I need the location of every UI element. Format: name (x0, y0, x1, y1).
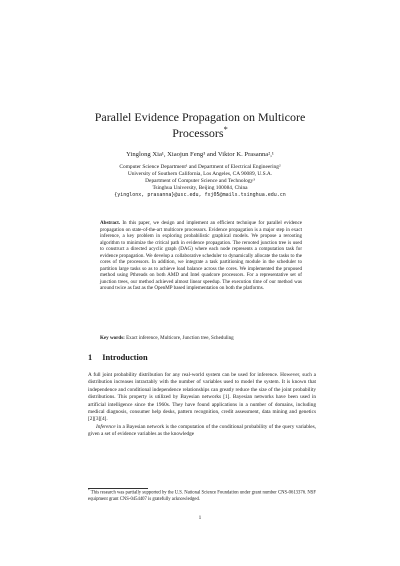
title-line-2 (40, 125, 360, 141)
affiliation-line: University of Southern California, Los Angeles, CA 90089, U.S.A. (127, 170, 273, 177)
affiliation-line: Department of Computer Science and Technology³ (145, 177, 255, 184)
footnote-divider (88, 488, 148, 489)
paper-title (40, 109, 360, 141)
section-title: Introduction (102, 353, 148, 362)
intro-paragraph-1: A full joint probability distribution for any real-world system can be used for inference. However, such a distribution increases intractably with the number of variables used to model the system. It is known that independence and conditional independence relationships can greatly reduce the size of the joint probability distributions. This property is utilized by Bayesian networks [1]. Bayesian networks have been used in artificial intelligence since the 1960s. They have found applications in a number of domains, including medical diagnosis, consumer help desks, pattern recognition, credit assessment, data mining and genetics [2][3][4]. (88, 372, 316, 423)
abstract (100, 220, 302, 292)
keywords-label: Key words: (100, 335, 125, 341)
keywords (100, 335, 302, 342)
title-line-1: Parallel Evidence Propagation on Multicore (94, 110, 306, 124)
keywords-text: Exact inference, Multicore, Junction tree, Scheduling (126, 335, 234, 341)
section-heading (88, 353, 328, 362)
footnote-mark: * (88, 488, 90, 492)
abstract-text: In this paper, we design and implement an efficient technique for parallel evidence propagation on state-of-the-art multicore processors. Evidence propagation is a major step in exact inference, a key problem in exploring probabilistic graphical models. We propose a rerooting algorithm to minimize the critical path in evidence propagation. The rerooted junction tree is used to construct a directed acyclic graph (DAG) where each node represents a computation task for evidence propagation. We develop a collaborative scheduler to dynamically allocate the tasks to the cores of the processors. In addition, we integrate a task partitioning module in the scheduler to partition large tasks so as to achieve load balance across the cores. We implemented the proposed method using Pthreads on both AMD and Intel quadcore processors. For a representative set of junction trees, our method achieved almost linear speedup. The execution time of our method was around twice as fast as the OpenMP based implementation on both the platforms. (100, 220, 302, 292)
footnote-text: This research was partially supported by the U.S. National Science Foundation under grant number CNS-0613376. NSF equipment grant CNS-0454407 is gratefully acknowledged. (88, 490, 316, 502)
author-list: Yinglong Xia¹, Xiaojun Feng³ and Viktor K. Prasanna²,¹ (126, 151, 274, 158)
affiliation-line: {yinglonx, prasanna}@usc.edu, fxj05@mails.tsinghua.edu.cn (114, 191, 286, 198)
affiliation-line: Tsinghua University, Beijing 100084, China (152, 184, 248, 191)
section-number: 1 (88, 353, 93, 362)
intro-paragraph-2 (88, 424, 316, 439)
inference-term: Inference (96, 423, 116, 430)
page-number: 1 (198, 515, 202, 521)
introduction-body (88, 372, 316, 439)
footnote (88, 490, 316, 503)
affiliation-line: Computer Science Department¹ and Department of Electrical Engineering² (119, 164, 281, 170)
intro-paragraph-2-text: in a Bayesian network is the computation of the conditional probability of the query variables, given a set of evidence variables as the knowledge (88, 423, 316, 438)
affiliations (40, 164, 360, 199)
abstract-label: Abstract. (100, 220, 121, 226)
title-line-2-text: Processors (172, 126, 224, 140)
title-footnote-mark: * (223, 125, 228, 134)
